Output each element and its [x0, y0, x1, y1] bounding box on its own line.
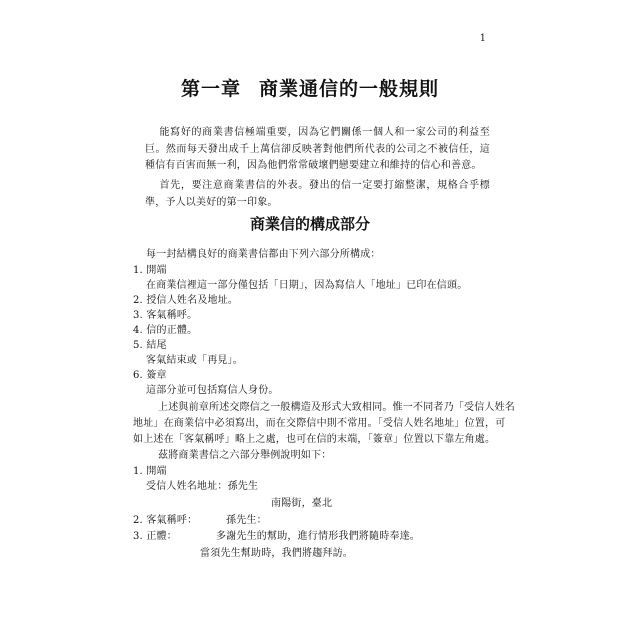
- example-address: 南陽街，臺北: [271, 498, 333, 509]
- example-salutation: 孫先生：: [226, 515, 267, 526]
- list-item-desc: 客氣結束或「再見」。: [146, 355, 243, 366]
- paragraph-comparison-line2: 地址」在商業信中必須寫出，而在交際信中則不常用。「受信人姓名地址」位置，可: [133, 418, 506, 429]
- example-label-body: 3. 正體：: [133, 531, 177, 542]
- example-label-salutation: 2. 客氣稱呼：: [133, 515, 198, 526]
- chapter-name: 商業通信的一般規則: [259, 78, 440, 100]
- list-item-desc: 在商業信裡這一部分僅包括「日期」，因為寫信人「地址」已印在信頭。: [146, 280, 468, 291]
- section-title: 商業信的構成部分: [249, 215, 370, 233]
- list-item: 4. 信的正體。: [133, 325, 198, 336]
- paragraph-appearance: [145, 178, 490, 211]
- example-body-line2: 當須先生幫助時，我們將趨拜訪。: [200, 548, 353, 559]
- chapter-number: 第一章: [180, 78, 241, 100]
- paragraph-comparison-line3: 如上述在「客氣稱呼」略上之處，也可在信的末端，「簽章」位置以下靠左角處。: [133, 434, 496, 445]
- example-label-opening: 1. 開端: [133, 466, 167, 477]
- list-item: 2. 授信人姓名及地址。: [133, 295, 239, 306]
- paragraph-importance-text: 能寫好的商業書信極端重要，因為它們關係一個人和一家公司的利益至巨。然而每天發出成千上萬信卻反映著對他們所代表的公司之不被信任，這種信有百害而無一利，因為他們常常破壞們戀要建立和維持的信心和善意。: [145, 127, 490, 171]
- page-number: 1: [479, 33, 486, 44]
- list-item: 3. 客氣稱呼。: [133, 310, 198, 321]
- list-item: 5. 結尾: [133, 340, 167, 351]
- example-body-line1: 多謝先生的幫助，進行情形我們將隨時奉達。: [216, 531, 420, 542]
- list-item: 6. 簽章: [133, 370, 167, 381]
- list-item-desc: 這部分並可包括寫信人身份。: [146, 385, 279, 396]
- paragraph-appearance-text: 首先，要注意商業書信的外表。發出的信一定要打縮整潔，規格合乎標準，予人以美好的第一印象。: [145, 180, 490, 208]
- chapter-title: [0, 74, 620, 101]
- paragraph-examples: 茲將商業書信之六部分舉例說明如下：: [158, 450, 332, 461]
- example-recipient: 受信人姓名地址：孫先生: [146, 481, 259, 492]
- list-item: 1. 開端: [133, 265, 167, 276]
- intro-line: 每一封結構良好的商業書信都由下列六部分所構成：: [146, 249, 381, 260]
- paragraph-importance: [145, 125, 490, 175]
- paragraph-comparison-line1: 上述與前章所述交際信之一般構造及形式大致相同。惟一不同者乃「受信人姓名: [158, 402, 515, 413]
